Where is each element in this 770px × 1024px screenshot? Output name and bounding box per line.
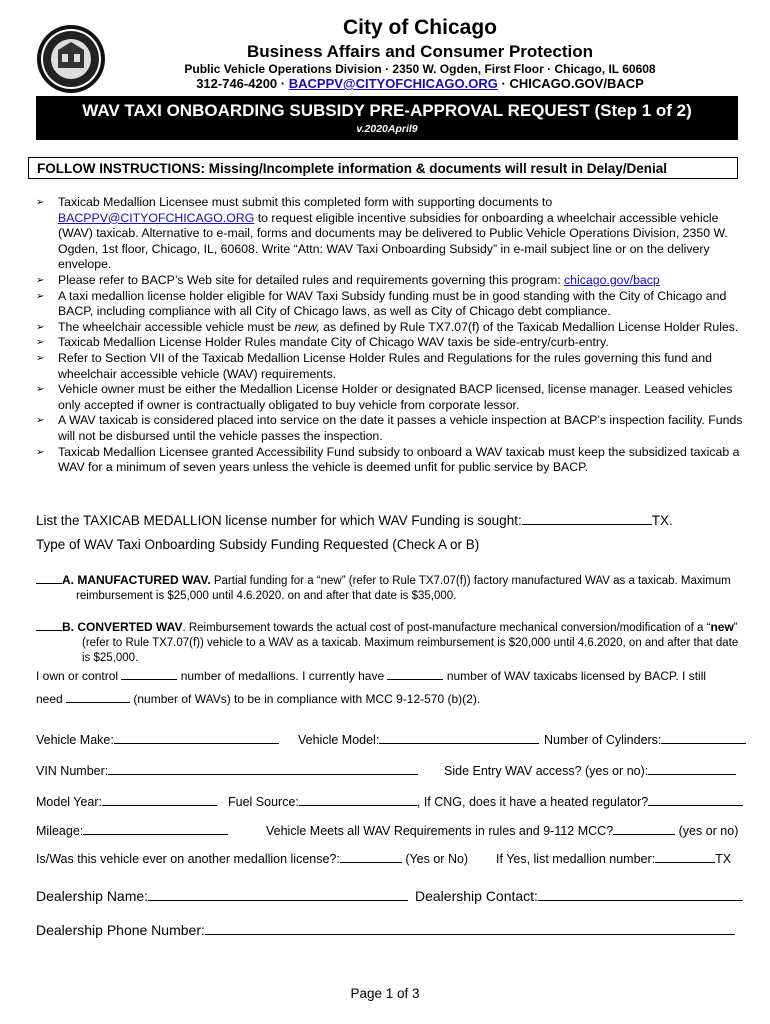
email-link[interactable]: BACPPV@CITYOFCHICAGO.ORG [58, 210, 255, 225]
list-item: ➢ Taxicab Medallion License Holder Rules mandate City of Chicago WAV taxis be side-entry/curb-entry. [36, 335, 609, 350]
list-item: ➢ The wheelchair accessible vehicle must be new, as defined by Rule TX7.07(f) of the Taxicab Medallion License Holder Rules. [36, 319, 739, 334]
list-item: ➢ A WAV taxicab is considered placed into service on the date it passes a vehicle inspection at BACP’s inspection facility. Funds will not be disbursed until the vehicle passes the inspection. [36, 413, 743, 443]
vin-field[interactable] [108, 762, 418, 775]
ownership-line: I own or control number of medallions. I currently have number of WAV taxicabs licensed by BACP. I still [36, 669, 707, 683]
prior-medallion-number-field[interactable] [655, 850, 715, 863]
medallion-question: List the TAXICAB MEDALLION license number for which WAV Funding is sought: TX. [36, 513, 673, 528]
option-a-checkbox[interactable] [36, 571, 62, 584]
list-item: ➢ Taxicab Medallion Licensee granted Accessibility Fund subsidy to onboard a WAV taxicab must keep the subsidized taxicab a WAV for a minimum of seven years unless the vehicle is deemed unfit for public service by BACP. [36, 444, 740, 475]
city-title: City of Chicago [342, 16, 497, 39]
arrow-bullet-icon: ➢ [36, 274, 45, 286]
medallions-count-field[interactable] [121, 667, 177, 680]
instructions-list [36, 195, 748, 476]
arrow-bullet-icon: ➢ [36, 415, 45, 427]
wav-count-field[interactable] [387, 667, 443, 680]
wavs-needed-field[interactable] [66, 690, 130, 703]
fuel-source: Fuel Source: , If CNG, does it have a heated regulator? [228, 793, 743, 809]
website-link[interactable]: chicago.gov/bacp [564, 272, 660, 287]
arrow-bullet-icon: ➢ [36, 384, 45, 396]
arrow-bullet-icon: ➢ [36, 446, 45, 458]
need-line: need (number of WAVs) to be in compliance with MCC 9-12-570 (b)(2). [36, 692, 481, 706]
option-a: A. MANUFACTURED WAV. Partial funding for a “new” (refer to Rule TX7.07(f)) factory manufactured WAV as a taxicab. Maximum reimbursement is $25,000 until 4.6.2020. on and after that date is $35,000. [36, 571, 742, 604]
vehicle-make: Vehicle Make: [36, 731, 279, 747]
model-year-field[interactable] [102, 793, 217, 806]
subsidy-type-question: Type of WAV Taxi Onboarding Subsidy Funding Requested (Check A or B) [36, 537, 480, 552]
vehicle-model: Vehicle Model: [298, 731, 539, 747]
heated-regulator-field[interactable] [648, 793, 743, 806]
email-link[interactable]: BACPPV@CITYOFCHICAGO.ORG [288, 76, 498, 91]
dealership-contact-field[interactable] [538, 888, 743, 901]
division-address: Public Vehicle Operations Division · 2350 W. Ogden, First Floor · Chicago, IL 60608 [184, 62, 656, 76]
city-seal-icon [36, 24, 106, 94]
side-entry-field[interactable] [648, 762, 736, 775]
side-entry: Side Entry WAV access? (yes or no): [444, 762, 736, 778]
instructions-box: FOLLOW INSTRUCTIONS: Missing/Incomplete information & documents will result in Delay/Denial [28, 157, 738, 179]
wav-requirements-field[interactable] [613, 822, 675, 835]
prior-medallion: Is/Was this vehicle ever on another medallion license?: (Yes or No) [36, 852, 469, 866]
list-item: ➢ A taxi medallion license holder eligible for WAV Taxi Subsidy funding must be in good standing with the City of Chicago and BACP, including compliance with all City of Chicago laws, as well as City of Chicago debt compliance. [36, 288, 727, 319]
cylinders: Number of Cylinders: [544, 731, 746, 747]
arrow-bullet-icon: ➢ [36, 321, 45, 333]
dealership-phone: Dealership Phone Number: [36, 922, 735, 938]
vehicle-model-field[interactable] [379, 731, 539, 744]
model-year: Model Year: [36, 793, 217, 809]
vehicle-make-field[interactable] [114, 731, 279, 744]
mileage: Mileage: [36, 822, 228, 838]
form-title-banner [36, 96, 738, 140]
website: · CHICAGO.GOV/BACP [501, 76, 644, 91]
form-title: WAV TAXI ONBOARDING SUBSIDY PRE-APPROVAL REQUEST (Step 1 of 2) [82, 101, 692, 120]
cylinders-field[interactable] [661, 731, 746, 744]
vin-number: VIN Number: [36, 762, 418, 778]
prior-medallion-field[interactable] [340, 850, 402, 863]
list-item: ➢ Taxicab Medallion Licensee must submit this completed form with supporting documents to BACPPV@CITYOFCHICAGO.ORG to request eligible incentive subsidies for onboarding a wheelchair accessible vehicle (WAV) taxicab. Alternative to e-mail, forms and documents may be delivered to Public Vehicle Operations Division, 2350 W. Ogden, 1st floor, Chicago, IL, 60608. Write “Attn: WAV Taxi Onboarding Subsidy” in e-mail subject line or on the delivery envelope. [36, 195, 728, 272]
dealership-contact: Dealership Contact: [415, 888, 743, 904]
wav-requirements: Vehicle Meets all WAV Requirements in rules and 9-112 MCC? (yes or no) [266, 824, 739, 838]
department-title: Business Affairs and Consumer Protection [246, 42, 594, 61]
arrow-bullet-icon: ➢ [36, 337, 45, 349]
arrow-bullet-icon: ➢ [36, 290, 45, 302]
arrow-bullet-icon: ➢ [36, 197, 45, 208]
contact-line [120, 76, 720, 91]
list-item: ➢ Please refer to BACP’s Web site for detailed rules and requirements governing this program: chicago.gov/bacp [36, 272, 660, 287]
arrow-bullet-icon: ➢ [36, 352, 45, 364]
phone: 312-746-4200 · [196, 76, 286, 91]
form-version: v.2020April9 [356, 123, 418, 135]
fuel-source-field[interactable] [299, 793, 417, 806]
dealership-name-field[interactable] [148, 888, 408, 901]
dealership-name: Dealership Name: [36, 888, 408, 904]
list-item: ➢ Refer to Section VII of the Taxicab Medallion License Holder Rules and Regulations for the rules governing this fund and wheelchair accessible vehicle (WAV) requirements. [36, 350, 712, 381]
option-b-checkbox[interactable] [36, 618, 62, 631]
prior-medallion-number: If Yes, list medallion number: TX [496, 852, 732, 866]
mileage-field[interactable] [83, 822, 228, 835]
list-item: ➢ Vehicle owner must be either the Medallion License Holder or designated BACP licensed, license manager. Leased vehicles only accepted if owner is contractually obligated to buy vehicle from corporate lessor. [36, 382, 733, 412]
medallion-number-field[interactable] [522, 512, 652, 525]
option-b: B. CONVERTED WAV. Reimbursement towards the actual cost of post-manufacture mechanical conversion/modification of a “new” (refer to Rule TX7.07(f)) vehicle to a WAV as a taxicab. Maximum reimbursement is $20,000 until 4.6.2020, on and after that date is $25,000. [36, 618, 742, 666]
dealership-phone-field[interactable] [205, 922, 735, 935]
page-number: Page 1 of 3 [350, 986, 420, 1001]
